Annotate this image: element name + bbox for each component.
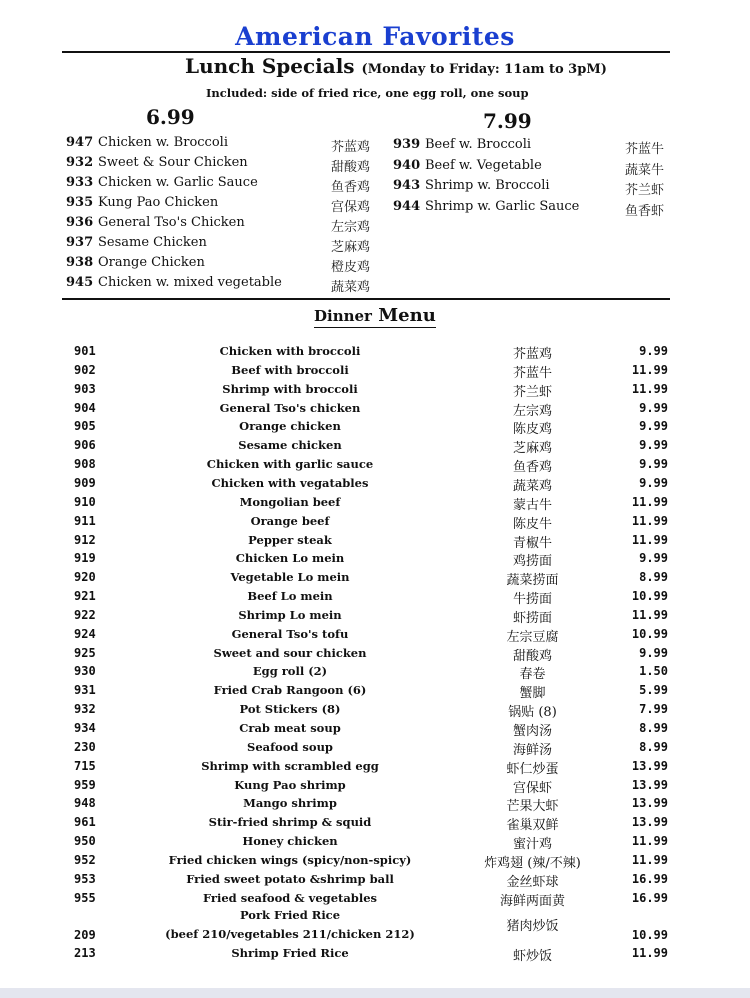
dinner-item-name: Shrimp with scrambled egg xyxy=(201,758,379,773)
lunch-item-chinese: 甜酸鸡 xyxy=(331,160,371,175)
dinner-item-chinese: 锅贴 (8) xyxy=(508,705,557,721)
lunch-item xyxy=(393,158,542,173)
lunch-item xyxy=(66,195,218,210)
lunch-item xyxy=(66,235,207,250)
dinner-item-name: Crab meat soup xyxy=(239,721,341,735)
dinner-item-name: Shrimp with broccoli xyxy=(222,381,358,396)
pork-fried-rice-variants: (beef 210/vegetables 211/chicken 212) xyxy=(165,927,415,941)
lunch-item-chinese: 左宗鸡 xyxy=(331,220,371,235)
lunch-item-name: Chicken w. mixed vegetable xyxy=(98,275,282,290)
dinner-item-price: 8.99 xyxy=(639,739,668,754)
lunch-item-number: 937 xyxy=(66,235,94,250)
lunch-item xyxy=(393,137,531,152)
dinner-item-name: Shrimp Lo mein xyxy=(238,607,342,622)
dinner-item-price: 13.99 xyxy=(631,815,668,830)
dinner-item-chinese: 牛捞面 xyxy=(512,592,552,608)
dinner-item-chinese: 青椒牛 xyxy=(512,535,552,551)
dinner-item-price: 16.99 xyxy=(631,871,668,886)
lunch-item-chinese: 宫保鸡 xyxy=(331,200,371,215)
dinner-item-price: 11.99 xyxy=(631,381,668,396)
dinner-item-chinese: 虾仁炒蛋 xyxy=(506,761,559,777)
dinner-item-chinese: 蒙古牛 xyxy=(512,497,552,513)
dinner-item-price: 13.99 xyxy=(631,758,668,773)
dinner-item-number: 715 xyxy=(74,758,96,773)
dinner-item-price: 16.99 xyxy=(631,890,668,905)
lunch-item xyxy=(393,199,579,214)
dinner-item-chinese: 芝麻鸡 xyxy=(512,441,552,457)
dinner-item-name: General Tso's chicken xyxy=(219,400,361,415)
lunch-item-name: General Tso's Chicken xyxy=(98,215,245,230)
shrimp-fried-rice-price: 11.99 xyxy=(631,946,668,960)
dinner-item-price: 11.99 xyxy=(631,513,668,528)
shrimp-fried-rice-chinese: 虾炒饭 xyxy=(512,949,552,964)
lunch-item-chinese: 鱼香鸡 xyxy=(331,180,371,195)
dinner-item-number: 921 xyxy=(74,589,96,604)
dinner-item-price: 11.99 xyxy=(631,834,668,849)
shrimp-fried-rice-number: 213 xyxy=(74,946,96,960)
dinner-item-price: 1.50 xyxy=(639,664,668,679)
lunch-item-name: Chicken w. Garlic Sauce xyxy=(98,175,258,190)
dinner-item-name: Pepper steak xyxy=(248,532,332,547)
lunch-item-chinese: 蔬菜鸡 xyxy=(331,280,371,295)
lunch-item xyxy=(66,215,245,230)
dinner-item-name: Pot Stickers (8) xyxy=(239,702,341,717)
dinner-item-price: 11.99 xyxy=(631,607,668,622)
dinner-item-number: 908 xyxy=(74,457,96,472)
dinner-item-name: Orange beef xyxy=(250,513,330,528)
pork-fried-rice-price: 10.99 xyxy=(631,928,668,942)
lunch-price-6-99: 6.99 xyxy=(146,105,195,129)
top-divider xyxy=(62,51,670,53)
lunch-item-name: Kung Pao Chicken xyxy=(98,195,219,210)
dinner-item-price: 9.99 xyxy=(639,344,668,358)
dinner-item-name: Vegetable Lo mein xyxy=(230,570,350,585)
dinner-item-name: Chicken Lo mein xyxy=(235,551,345,566)
lunch-item xyxy=(66,155,248,170)
lunch-item xyxy=(393,178,550,193)
dinner-item-price: 10.99 xyxy=(631,626,668,641)
dinner-item-number: 911 xyxy=(74,513,96,528)
dinner-item-price: 9.99 xyxy=(639,475,668,490)
pork-fried-rice-chinese: 猪肉炒饭 xyxy=(506,919,559,934)
dinner-item-number: 955 xyxy=(74,890,96,905)
dinner-item-chinese: 炸鸡翅 (辣/不辣) xyxy=(484,855,581,871)
pork-fried-rice-number: 209 xyxy=(74,928,96,942)
lunch-item-name: Shrimp w. Garlic Sauce xyxy=(425,198,580,214)
lunch-item-number: 933 xyxy=(66,175,94,190)
dinner-item-name: Honey chicken xyxy=(242,834,338,849)
dinner-item-price: 5.99 xyxy=(639,683,668,698)
lunch-item-number: 938 xyxy=(66,255,94,270)
lunch-item-number: 947 xyxy=(66,135,94,150)
dinner-item-chinese: 芥蓝牛 xyxy=(512,365,552,381)
dinner-item-price: 13.99 xyxy=(631,777,668,792)
dinner-item-chinese: 芥兰虾 xyxy=(512,384,552,400)
dinner-item-number: 919 xyxy=(74,551,96,566)
lunch-item-number: 940 xyxy=(393,157,421,173)
lunch-price-7-99: 7.99 xyxy=(483,109,532,133)
lunch-item-name: Beef w. Vegetable xyxy=(425,157,542,173)
dinner-item-name: Chicken with vegatables xyxy=(211,475,369,490)
dinner-item-chinese: 芒果大虾 xyxy=(506,799,559,815)
dinner-item-name: Mango shrimp xyxy=(243,796,337,811)
menu-title-word: Menu xyxy=(378,305,436,326)
dinner-item-number: 952 xyxy=(74,852,96,867)
dinner-item-chinese: 蜜汁鸡 xyxy=(512,837,552,853)
dinner-item-price: 10.99 xyxy=(631,589,668,604)
dinner-item-price: 9.99 xyxy=(639,400,668,415)
dinner-item-name: Beef Lo mein xyxy=(247,589,333,604)
dinner-item-number: 910 xyxy=(74,494,96,509)
dinner-item-price: 9.99 xyxy=(639,457,668,472)
lunch-item-number: 945 xyxy=(66,275,94,290)
lunch-item xyxy=(66,275,282,290)
dinner-item-number: 959 xyxy=(74,777,96,792)
lunch-item-name: Sweet & Sour Chicken xyxy=(98,155,248,170)
dinner-item-number: 922 xyxy=(74,607,96,622)
dinner-item-name: Egg roll (2) xyxy=(252,664,328,679)
dinner-item-name: Beef with broccoli xyxy=(231,362,349,377)
dinner-item-name: Seafood soup xyxy=(247,739,333,754)
dinner-item-price: 9.99 xyxy=(639,438,668,453)
lunch-item-chinese: 芥蓝牛 xyxy=(625,142,665,157)
lunch-item-number: 935 xyxy=(66,195,94,210)
dinner-item-number: 953 xyxy=(74,871,96,886)
dinner-item-name: Chicken with broccoli xyxy=(219,344,361,358)
dinner-item-chinese: 蔬菜鸡 xyxy=(512,478,552,494)
lunch-item-name: Chicken w. Broccoli xyxy=(98,135,228,150)
dinner-item-chinese: 宫保虾 xyxy=(512,780,552,796)
lunch-item-number: 932 xyxy=(66,155,94,170)
dinner-item-number: 909 xyxy=(74,475,96,490)
dinner-item-name: Sweet and sour chicken xyxy=(213,645,367,660)
dinner-item-price: 7.99 xyxy=(639,702,668,717)
dinner-item-chinese: 海鲜汤 xyxy=(512,742,552,758)
lunch-item-name: Sesame Chicken xyxy=(98,235,207,250)
dinner-item-price: 9.99 xyxy=(639,551,668,566)
dinner-item-number: 920 xyxy=(74,570,96,585)
dinner-item-number: 932 xyxy=(74,702,96,717)
dinner-item-price: 13.99 xyxy=(631,796,668,811)
dinner-item-number: 912 xyxy=(74,532,96,547)
lunch-item-chinese: 蔬菜牛 xyxy=(625,162,665,178)
dinner-item-chinese: 甜酸鸡 xyxy=(512,648,552,664)
lunch-item xyxy=(66,135,228,150)
lunch-item-chinese: 鱼香虾 xyxy=(625,203,665,219)
dinner-item-chinese: 雀巢双鲜 xyxy=(506,818,559,834)
dinner-item-number: 934 xyxy=(74,721,96,735)
dinner-item-number: 230 xyxy=(74,739,96,754)
dinner-item-name: General Tso's tofu xyxy=(231,626,349,641)
dinner-item-number: 906 xyxy=(74,438,96,453)
dinner-item-name: Chicken with garlic sauce xyxy=(206,457,374,472)
menu-banner-title: American Favorites xyxy=(235,22,515,51)
dinner-item-name: Stir-fried shrimp & squid xyxy=(208,815,372,830)
lunch-item-chinese: 芝麻鸡 xyxy=(331,240,371,255)
lunch-item xyxy=(66,175,258,190)
dinner-item-number: 950 xyxy=(74,834,96,849)
dinner-item-number: 901 xyxy=(74,344,96,358)
lunch-item-number: 943 xyxy=(393,178,421,193)
lunch-title: Lunch Specials xyxy=(185,54,355,78)
pork-fried-rice-name: Pork Fried Rice xyxy=(239,908,341,922)
lunch-item-chinese: 芥兰虾 xyxy=(625,183,665,198)
dinner-item-number: 925 xyxy=(74,645,96,660)
lunch-item-number: 939 xyxy=(393,137,421,152)
dinner-item-number: 903 xyxy=(74,381,96,396)
dinner-title-word: Dinner xyxy=(314,307,372,325)
dinner-item-name: Fried seafood & vegetables xyxy=(202,890,378,905)
lunch-item-number: 944 xyxy=(393,198,421,214)
dinner-item-chinese: 海鲜两面黄 xyxy=(499,893,565,909)
dinner-item-name: Sesame chicken xyxy=(238,438,342,453)
lunch-item-name: Shrimp w. Broccoli xyxy=(425,178,550,193)
dinner-item-number: 904 xyxy=(74,400,96,415)
dinner-menu-heading xyxy=(314,306,436,328)
dinner-item-chinese: 左宗鸡 xyxy=(512,403,552,419)
dinner-item-price: 9.99 xyxy=(639,645,668,660)
dinner-item-number: 924 xyxy=(74,626,96,641)
dinner-item-name: Orange chicken xyxy=(239,419,341,434)
dinner-item-chinese: 虾捞面 xyxy=(512,610,552,626)
dinner-item-chinese: 蟹肉汤 xyxy=(512,724,552,739)
dinner-item-price: 8.99 xyxy=(639,721,668,735)
dinner-item-chinese: 陈皮牛 xyxy=(512,516,552,532)
dinner-item-chinese: 鸡捞面 xyxy=(512,554,552,570)
lunch-item-name: Orange Chicken xyxy=(98,255,205,270)
lunch-item xyxy=(66,255,205,270)
dinner-item-name: Mongolian beef xyxy=(239,494,341,509)
dinner-item-name: Kung Pao shrimp xyxy=(234,777,346,792)
lunch-hours: (Monday to Friday: 11am to 3pM) xyxy=(361,62,607,77)
lunch-item-number: 936 xyxy=(66,215,94,230)
dinner-item-number: 902 xyxy=(74,362,96,377)
middle-divider xyxy=(62,298,670,300)
dinner-item-number: 930 xyxy=(74,664,96,679)
dinner-item-number: 931 xyxy=(74,683,96,698)
dinner-item-chinese: 蔬菜捞面 xyxy=(506,573,559,589)
dinner-item-chinese: 左宗豆腐 xyxy=(506,629,559,645)
dinner-item-name: Fried Crab Rangoon (6) xyxy=(213,683,367,698)
dinner-item-name: Fried sweet potato &shrimp ball xyxy=(186,871,394,886)
dinner-item-price: 11.99 xyxy=(631,852,668,867)
dinner-item-chinese: 芥蓝鸡 xyxy=(512,347,552,362)
dinner-item-name: Fried chicken wings (spicy/non-spicy) xyxy=(168,852,412,867)
dinner-item-price: 11.99 xyxy=(631,362,668,377)
lunch-item-chinese: 橙皮鸡 xyxy=(331,260,371,275)
shrimp-fried-rice-name: Shrimp Fried Rice xyxy=(231,946,349,960)
dinner-item-price: 8.99 xyxy=(639,570,668,585)
lunch-item-chinese: 芥蓝鸡 xyxy=(331,140,371,155)
dinner-item-price: 11.99 xyxy=(631,494,668,509)
dinner-item-number: 905 xyxy=(74,419,96,434)
bottom-edge-strip xyxy=(0,988,750,998)
lunch-item-name: Beef w. Broccoli xyxy=(425,137,532,152)
dinner-item-number: 961 xyxy=(74,815,96,830)
lunch-included-note: Included: side of fried rice, one egg roll, one soup xyxy=(206,86,529,100)
dinner-item-price: 9.99 xyxy=(639,419,668,434)
dinner-item-chinese: 蟹脚 xyxy=(519,686,546,702)
dinner-item-number: 948 xyxy=(74,796,96,811)
dinner-item-price: 11.99 xyxy=(631,532,668,547)
dinner-item-chinese: 春卷 xyxy=(519,667,546,683)
dinner-item-chinese: 金丝虾球 xyxy=(506,874,559,890)
lunch-specials-heading xyxy=(185,54,607,78)
dinner-item-chinese: 陈皮鸡 xyxy=(512,422,552,438)
dinner-item-chinese: 鱼香鸡 xyxy=(512,460,552,476)
